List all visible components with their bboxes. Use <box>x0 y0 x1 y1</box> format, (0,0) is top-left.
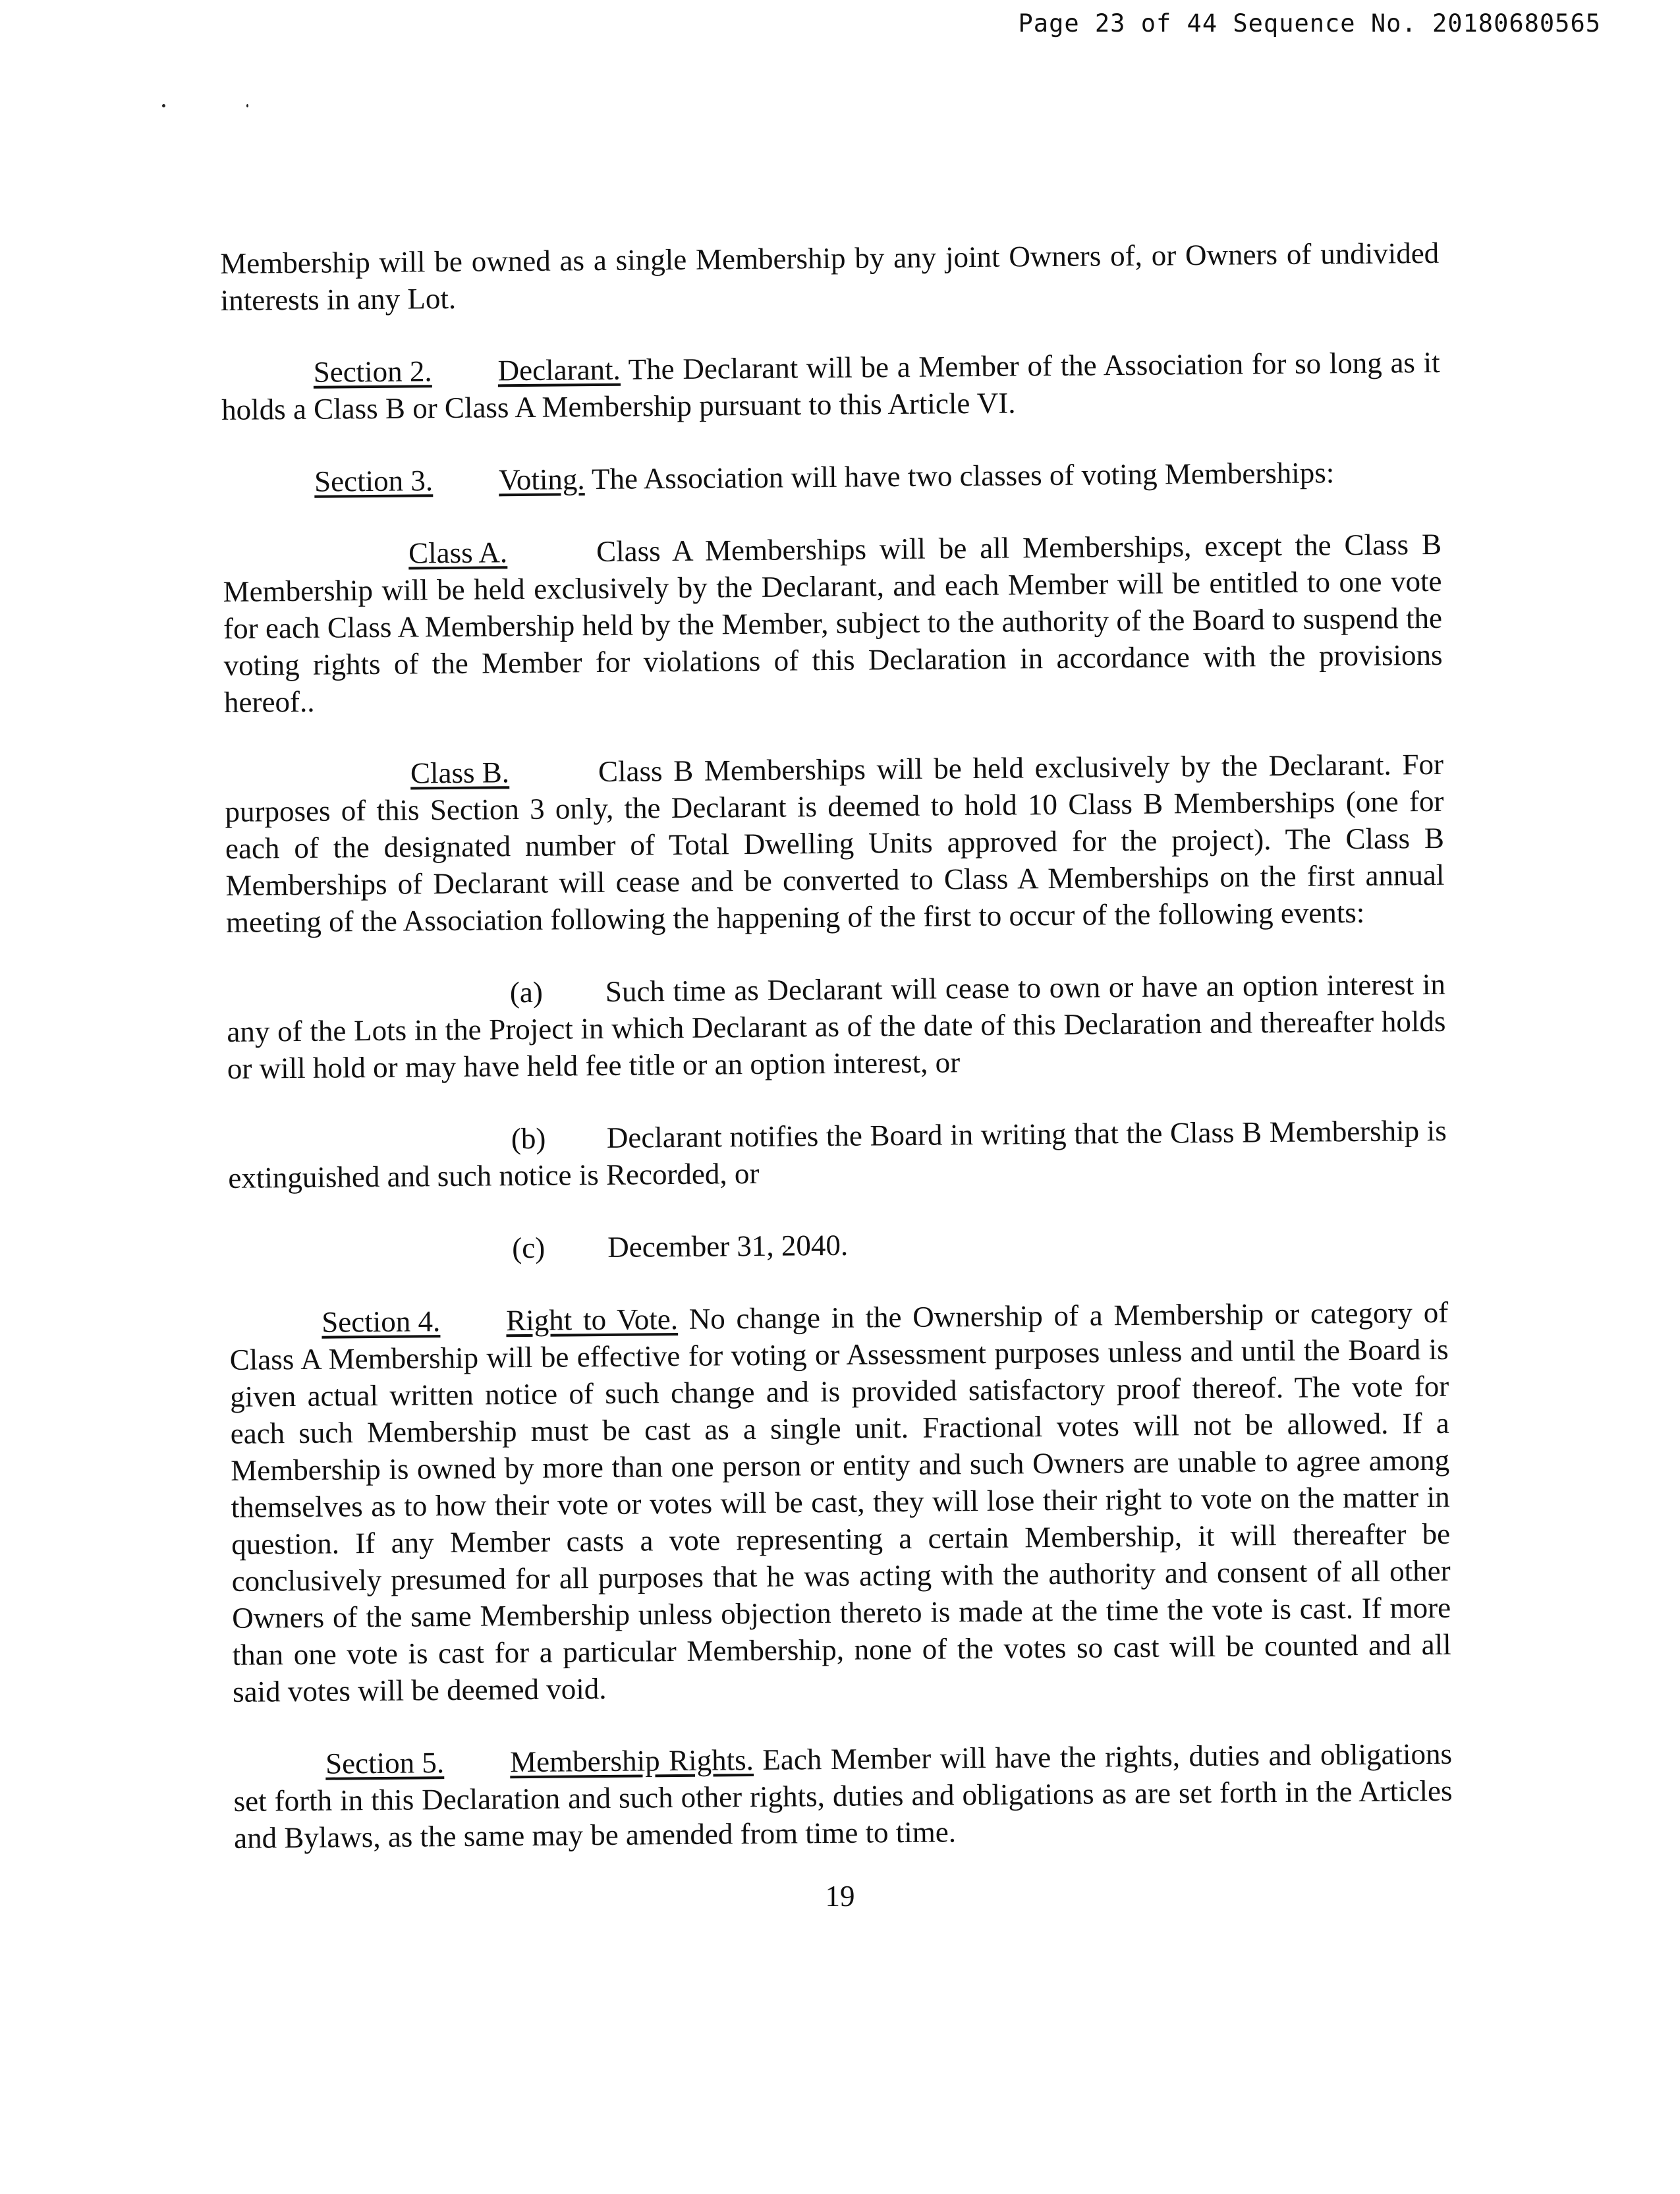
section-5-text: Each Member will have the rights, duties and obligations set forth in this Declaration and such other rights, duties and obligations as are set forth in the Articles and Bylaws, as the same may be amended from time to time. <box>233 1737 1453 1855</box>
document-body <box>220 235 1453 1892</box>
event-item-b <box>228 1112 1447 1196</box>
scan-speck <box>162 104 165 107</box>
section-2-title: Declarant. <box>497 352 621 387</box>
class-a-label: Class A. <box>408 536 508 570</box>
section-4 <box>229 1294 1451 1710</box>
event-item-a-text: Such time as Declarant will cease to own or have an option interest in any of the Lots in the Project in which Declarant as of the date of this Declaration and thereafter holds or will hold or may have held fee title or an option interest, or <box>227 967 1446 1085</box>
class-b-paragraph <box>225 746 1445 941</box>
section-4-text: No change in the Ownership of a Membership or category of Class A Membership will be effective for voting or Assessment purposes unless and until the Board is given actual written notice of such change and is provided satisfactory proof thereof. The vote for each such Membership must be cast as a single unit. Fractional votes will not be allowed. If a Membership is owned by more than one person or entity and such Owners are unable to agree among themselves as to how their vote or votes will be cast, they will lose their right to vote on the matter in question. If any Member casts a vote representing a certain Membership, it will thereafter be conclusively presumed for all purposes that he was acting with the authority and consent of all other Owners of the same Membership unless objection thereto is made at the time the vote is cast. If more than one vote is cast for a particular Membership, none of the votes so cast will be counted and all said votes will be deemed void. <box>229 1295 1451 1708</box>
section-5-title: Membership Rights. <box>509 1743 754 1779</box>
scan-speck <box>246 104 248 107</box>
class-b-text: Class B Memberships will be held exclusively by the Declarant. For purposes of this Section 3 only, the Declarant is deemed to hold 10 Class B Memberships (one for each of the designated number of Total Dwelling Units approved for the project). The Class B Memberships of Declarant will cease and be converted to Class A Memberships on the first annual meeting of the Association following the happening of the first to occur of the following events: <box>225 747 1445 939</box>
page-sequence-header: Page 23 of 44 Sequence No. 20180680565 <box>1018 9 1601 38</box>
intro-paragraph: Membership will be owned as a single Membership by any joint Owners of, or Owners of undivided interests in any Lot. <box>220 236 1440 317</box>
section-5 <box>233 1735 1453 1857</box>
section-3-text: The Association will have two classes of voting Memberships: <box>584 456 1335 496</box>
event-item-a <box>227 966 1446 1087</box>
section-2-text: The Declarant will be a Member of the Association for so long as it holds a Class B or Class A Membership pursuant to this Article VI. <box>221 345 1440 426</box>
event-item-c-text: December 31, 2040. <box>607 1228 849 1264</box>
class-b-label: Class B. <box>410 756 510 790</box>
section-3-title: Voting. <box>498 463 585 497</box>
event-item-c <box>229 1222 1447 1269</box>
event-item-b-label: (b) <box>511 1121 546 1156</box>
page-number: 19 <box>825 1880 855 1913</box>
section-3 <box>222 453 1441 501</box>
section-4-title: Right to Vote. <box>506 1302 679 1337</box>
event-item-a-label: (a) <box>509 975 544 1009</box>
class-a-text: Class A Memberships will be all Memberships, except the Class B Membership will be held exclusively by the Declarant, and each Member will be entitled to one vote for each Class A Membership held by the Member, subject to the authority of the Board to suspend the voting rights of the Member for violations of this Declaration in accordance with the provisions hereof.. <box>223 527 1443 719</box>
section-4-number: Section 4. <box>322 1305 441 1339</box>
section-3-number: Section 3. <box>314 464 434 498</box>
event-item-c-label: (c) <box>512 1231 546 1265</box>
event-item-b-text: Declarant notifies the Board in writing that the Class B Membership is extinguished and such notice is Recorded, or <box>228 1113 1447 1195</box>
section-2 <box>221 344 1440 428</box>
section-5-number: Section 5. <box>325 1746 445 1780</box>
section-2-number: Section 2. <box>313 354 432 389</box>
class-a-paragraph <box>223 526 1443 721</box>
